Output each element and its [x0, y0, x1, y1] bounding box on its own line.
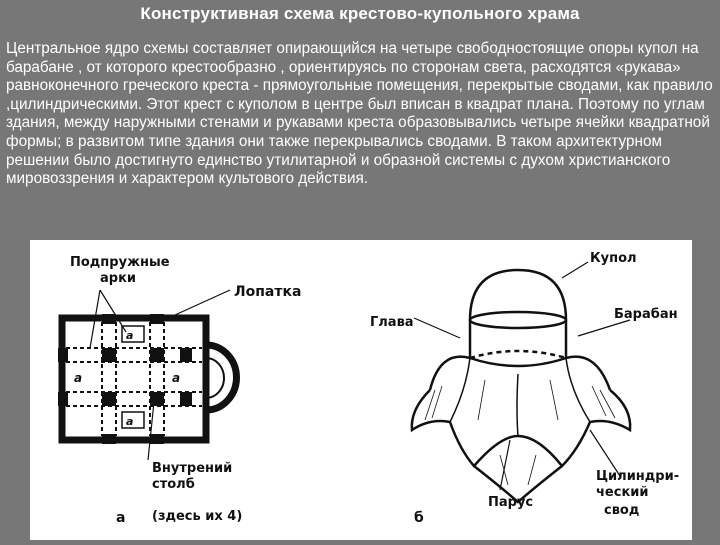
label-arches-line2: арки: [100, 271, 137, 286]
label-vault-line3: свод: [604, 503, 640, 518]
label-drum: Барабан: [614, 307, 678, 322]
figure-b-letter: б: [414, 510, 424, 526]
slide-title: Конструктивная схема крестово-купольного храма: [140, 4, 580, 23]
label-vault-line1: Цилиндри-: [596, 469, 680, 484]
cell-mark-left: а: [74, 371, 83, 385]
label-head: Глава: [370, 315, 414, 330]
description-paragraph: Центральное ядро схемы составляет опирающийся на четыре свободностоящие опоры купол на барабане , от которого крестообразно , ориентируясь по сторонам света, расходятся «рукава» равноконечного греческого креста - прямоугольные помещения, перекрытые сводами, как правило ,цилиндрическими. Этот крест с куполом в центре был вписан в квадрат плана. Поэтому по углам здания, между наружными стенами и рукавами креста образовывались четыре ячейки квадратной формы; в развитом типе здания они также перекрывались сводами. В таком архитектурном решении было достигнуто единство утилитарной и образной системы с духом христианского мировоззрения и характером культового действия.: [6, 40, 713, 188]
label-pillar-line3: (здесь их 4): [152, 509, 243, 524]
cell-mark-right: а: [172, 371, 181, 385]
label-vault-line2: ческий: [596, 485, 649, 500]
cell-mark-top: а: [126, 329, 134, 342]
dome-drawing: [412, 262, 630, 502]
diagram-svg: [30, 240, 692, 540]
label-dome: Купол: [590, 251, 637, 266]
cell-mark-bottom: а: [126, 415, 134, 428]
label-arches-line1: Подпружные: [70, 255, 170, 270]
figure-a-letter: а: [116, 510, 126, 526]
diagram-figure: [30, 240, 692, 540]
label-pillar-line1: Внутрений: [152, 461, 233, 476]
label-sail: Парус: [488, 495, 534, 510]
plan-drawing: [58, 290, 236, 460]
label-pillar-line2: столб: [152, 477, 195, 492]
label-pilaster: Лопатка: [234, 284, 302, 300]
